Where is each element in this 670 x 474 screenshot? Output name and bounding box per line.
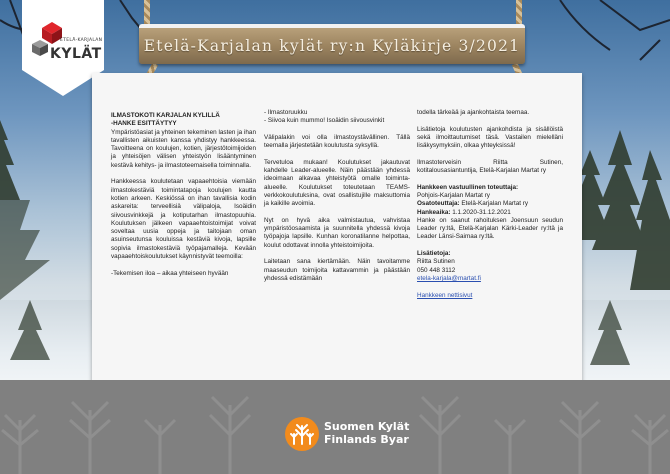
list-item-ilmastoruukku: - Ilmastoruukku	[264, 109, 308, 116]
column-2-paragraph-2: Välipalakin voi olla ilmastoystävällinen. Tällä teemalla järjestetään koulutusta syksyllä.	[264, 133, 410, 150]
column-3-funding: Hanke on saanut rahoituksen Joensuun seudun Leader ry:ltä, Etelä-Karjalan Kärki-Leader ry:ltä ja Leader Länsi-Saimaa ry:ltä.	[417, 216, 563, 241]
value-toteuttaja: Pohjois-Karjalan Martat ry	[417, 191, 490, 199]
label-lisatietoja: Lisätietoja:	[417, 250, 451, 258]
column-2-list	[264, 109, 410, 126]
column-2-paragraph-3: Tervetuloa mukaan! Koulutukset jakautuvat kahdelle Leader-alueelle. Näin päästään yhdessä ideoimaan alkavaa yhteistyötä omalle toiminta-alueelle. Koulutukset toteutetaan TEAMS-verkkokoulutuksina, ovat osallistujille maksuttomia ja kaikille avoimia.	[264, 158, 410, 208]
footer-name-swedish: Finlands Byar	[324, 433, 409, 446]
column-1-paragraph-1: Ympäristöasiat ja yhteinen tekeminen lasten ja ihan tavallisten aikuisten kanssa yhdistyy hankkeessa. Tavoitteena on koulujen, kotien, järjestötoimijoiden ja yhteisöjen välisen yhteistyön lisääntyminen kestävä kehitys- ja ilmastoteemaisella toiminnalla.	[111, 128, 256, 169]
site-link-block	[417, 292, 563, 300]
contact-phone: 050 448 3112	[417, 266, 456, 274]
value-hankeaika: 1.1.2020-31.12.2021	[452, 208, 511, 216]
footer-organization-name	[324, 420, 409, 446]
column-1-paragraph-3: -Tekemisen iloa – aikaa yhteiseen hyvään	[111, 269, 229, 277]
logo-word: KYLÄT	[50, 46, 102, 62]
project-details	[417, 184, 563, 217]
newsletter-title-sign	[139, 24, 525, 64]
list-item-siivoa: - Siivoa kuin mummo! Isoäidin siivousvinkit	[264, 117, 385, 125]
footer-name-finnish: Suomen Kylät	[324, 420, 410, 433]
newsletter-title: Etelä-Karjalan kylät ry:n Kyläkirje 3/2021	[143, 37, 521, 55]
label-osatoteuttaja: Osatoteuttaja:	[417, 200, 460, 208]
column-3-paragraph-3: Ilmastoterveisin Riitta Sutinen, kotitalousasiantuntija, Etelä-Karjalan Martat ry	[417, 158, 563, 175]
label-toteuttaja: Hankkeen vastuullinen toteuttaja:	[417, 183, 519, 191]
column-2-paragraph-4: Nyt on hyvä aika valmistautua, vahvistaa ympäristöosaamista ja suunnitella yhdessä kivoja työpajoja lapsille. Kunhan koronatilanne helpottaa, koulut odottavat innolla yhteistoimijoita.	[264, 216, 410, 249]
logo-line: ETELÄ-KARJALAN	[60, 38, 103, 43]
article-column-3	[417, 109, 563, 300]
column-3-paragraph-1: todella tärkeää ja ajankohtaista teemaa.	[417, 109, 530, 116]
suomen-kylat-logo-icon	[284, 416, 320, 452]
column-3-paragraph-2: Lisätietoja koulutusten ajankohdista ja sisällöistä sekä ilmoittautumiset täsä. Vastailen mielelläni lisäkysymyksiin, olkaa yhteyksissä!	[417, 125, 563, 150]
project-website-link[interactable]: Hankkeen nettisivut	[417, 291, 473, 299]
newsletter-paper	[92, 73, 582, 388]
article-column-1	[111, 112, 256, 278]
label-hankeaika: Hankeaika:	[417, 208, 451, 216]
article-column-2	[264, 109, 410, 283]
contact-name: Riitta Sutinen	[417, 258, 455, 266]
value-osatoteuttaja: Etelä-Karjalan Martat ry	[461, 200, 529, 208]
contact-email-link[interactable]: etela-karjala@martat.fi	[417, 274, 481, 282]
article-heading-1: ILMASTOKOTI KARJALAN KYLILLÄ	[111, 112, 220, 119]
contact-block	[417, 250, 563, 283]
column-1-paragraph-2: Hankkeessa koulutetaan vapaaehtoisia viemään ilmastokestäviä toimintatapoja koulujen kautta kotien arkeen. Keskiössä on ihan tavallisia kodin askareita: terveellisiä välipaloja, Isoäidin siivousvinkkejä ja kotiputarhan ilmastopuuhia. Koulutuksen jälkeen vapaaehtoistoimijat voivat soveltaa uusia oppeja ja taitojaan oman asuinseutunsa kouluissa kestäviä kivoja, lapsille sopivia ilmastokestäviä työpajamalleja. Kevään vapaaehtoiskoulutukset käynnistyvät teemoilla:	[111, 178, 256, 261]
column-2-paragraph-5: Laitetaan sana kiertämään. Näin tavoitamme maaseudun toimijoita kattavammin ja päästään yhdessä edistämään	[264, 258, 410, 282]
article-heading-2: -HANKE ESITTÄYTYY	[111, 120, 177, 128]
